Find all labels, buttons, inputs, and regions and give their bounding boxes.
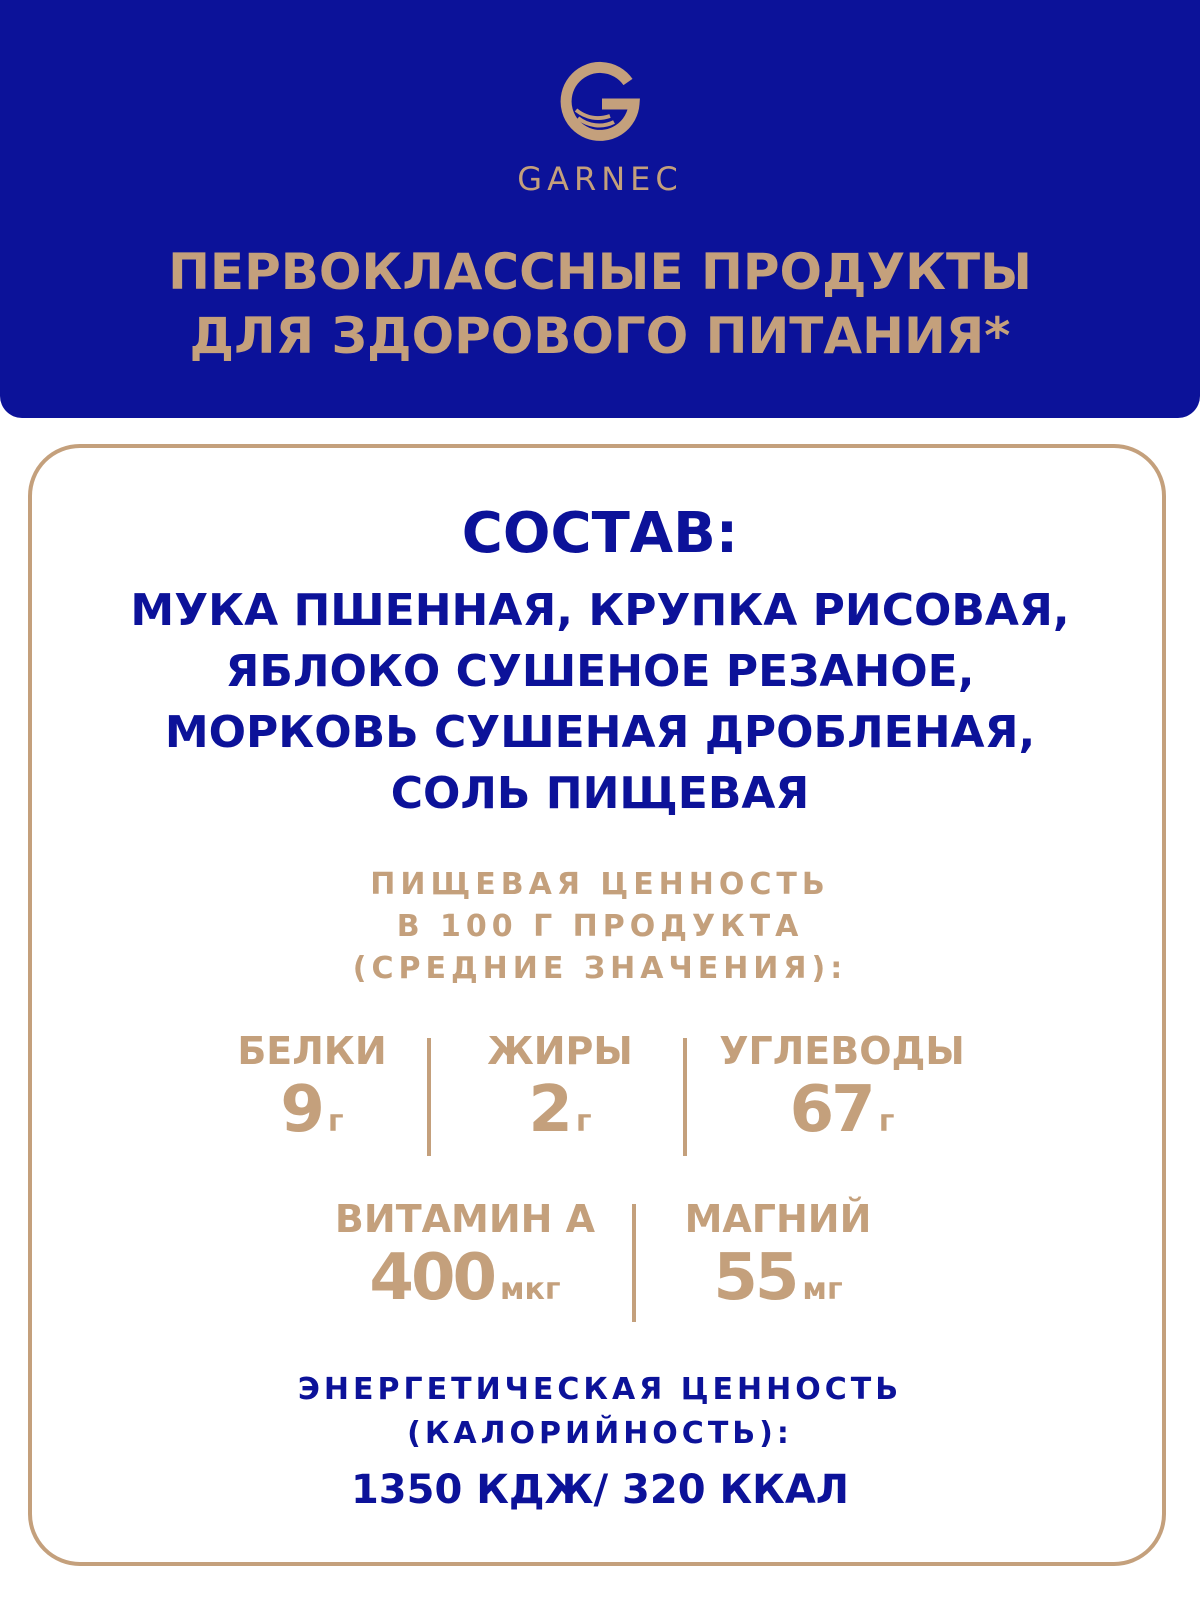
divider	[683, 1038, 687, 1156]
header-banner	[0, 0, 1200, 418]
nutrient-unit: г	[327, 1104, 344, 1139]
nutrient-value: 400	[369, 1241, 495, 1315]
nutrient-label: УГЛЕВОДЫ	[719, 1029, 965, 1073]
nutrient-unit: мг	[802, 1272, 843, 1307]
brand-name: GARNEC	[517, 160, 683, 198]
nutrient-magnesium	[668, 1196, 888, 1326]
nutrient-fat	[470, 1028, 650, 1158]
nutrient-carbs	[712, 1028, 972, 1158]
nutrient-value: 2	[528, 1073, 570, 1147]
nutrient-label: МАГНИЙ	[684, 1197, 872, 1241]
composition-text	[0, 580, 1200, 824]
energy-title	[0, 1368, 1200, 1456]
nutrient-unit: г	[575, 1104, 592, 1139]
nutrient-value: 9	[280, 1073, 322, 1147]
nutrient-value-row	[712, 1074, 972, 1158]
nutrition-title-line: (СРЕДНИЕ ЗНАЧЕНИЯ):	[352, 951, 848, 986]
divider	[427, 1038, 431, 1156]
nutrient-label: БЕЛКИ	[237, 1029, 387, 1073]
tagline-line: ДЛЯ ЗДОРОВОГО ПИТАНИЯ*	[189, 307, 1011, 365]
garnec-logo-icon	[558, 60, 642, 144]
composition-line: СОЛЬ ПИЩЕВАЯ	[390, 768, 810, 819]
nutrition-title-line: ПИЩЕВАЯ ЦЕННОСТЬ	[370, 867, 830, 902]
tagline	[0, 240, 1200, 368]
composition-line: МОРКОВЬ СУШЕНАЯ ДРОБЛЕНАЯ,	[164, 707, 1036, 758]
nutrient-value-row	[470, 1074, 650, 1158]
nutrition-title-line: В 100 Г ПРОДУКТА	[396, 909, 804, 944]
nutrient-value-row	[320, 1242, 610, 1326]
nutrient-value-row	[668, 1242, 888, 1326]
nutrient-vitamin-a	[320, 1196, 610, 1326]
composition-line: МУКА ПШЕННАЯ, КРУПКА РИСОВАЯ,	[130, 585, 1070, 636]
nutrient-value-row	[222, 1074, 402, 1158]
nutrient-unit: мкг	[500, 1272, 561, 1307]
composition-title: СОСТАВ:	[461, 501, 739, 566]
nutrient-value: 55	[713, 1241, 797, 1315]
energy-value: 1350 КДЖ/ 320 ККАЛ	[350, 1467, 850, 1513]
nutrient-label: ВИТАМИН А	[334, 1197, 596, 1241]
composition-line: ЯБЛОКО СУШЕНОЕ РЕЗАНОЕ,	[225, 646, 975, 697]
nutrient-label: ЖИРЫ	[487, 1029, 633, 1073]
nutrient-unit: г	[878, 1104, 895, 1139]
energy-title-line: (КАЛОРИЙНОСТЬ):	[407, 1416, 793, 1451]
energy-title-line: ЭНЕРГЕТИЧЕСКАЯ ЦЕННОСТЬ	[297, 1372, 903, 1407]
nutrient-value: 67	[789, 1073, 873, 1147]
divider	[632, 1204, 636, 1322]
nutrition-title	[0, 864, 1200, 990]
nutrient-protein	[222, 1028, 402, 1158]
tagline-line: ПЕРВОКЛАССНЫЕ ПРОДУКТЫ	[168, 243, 1032, 301]
